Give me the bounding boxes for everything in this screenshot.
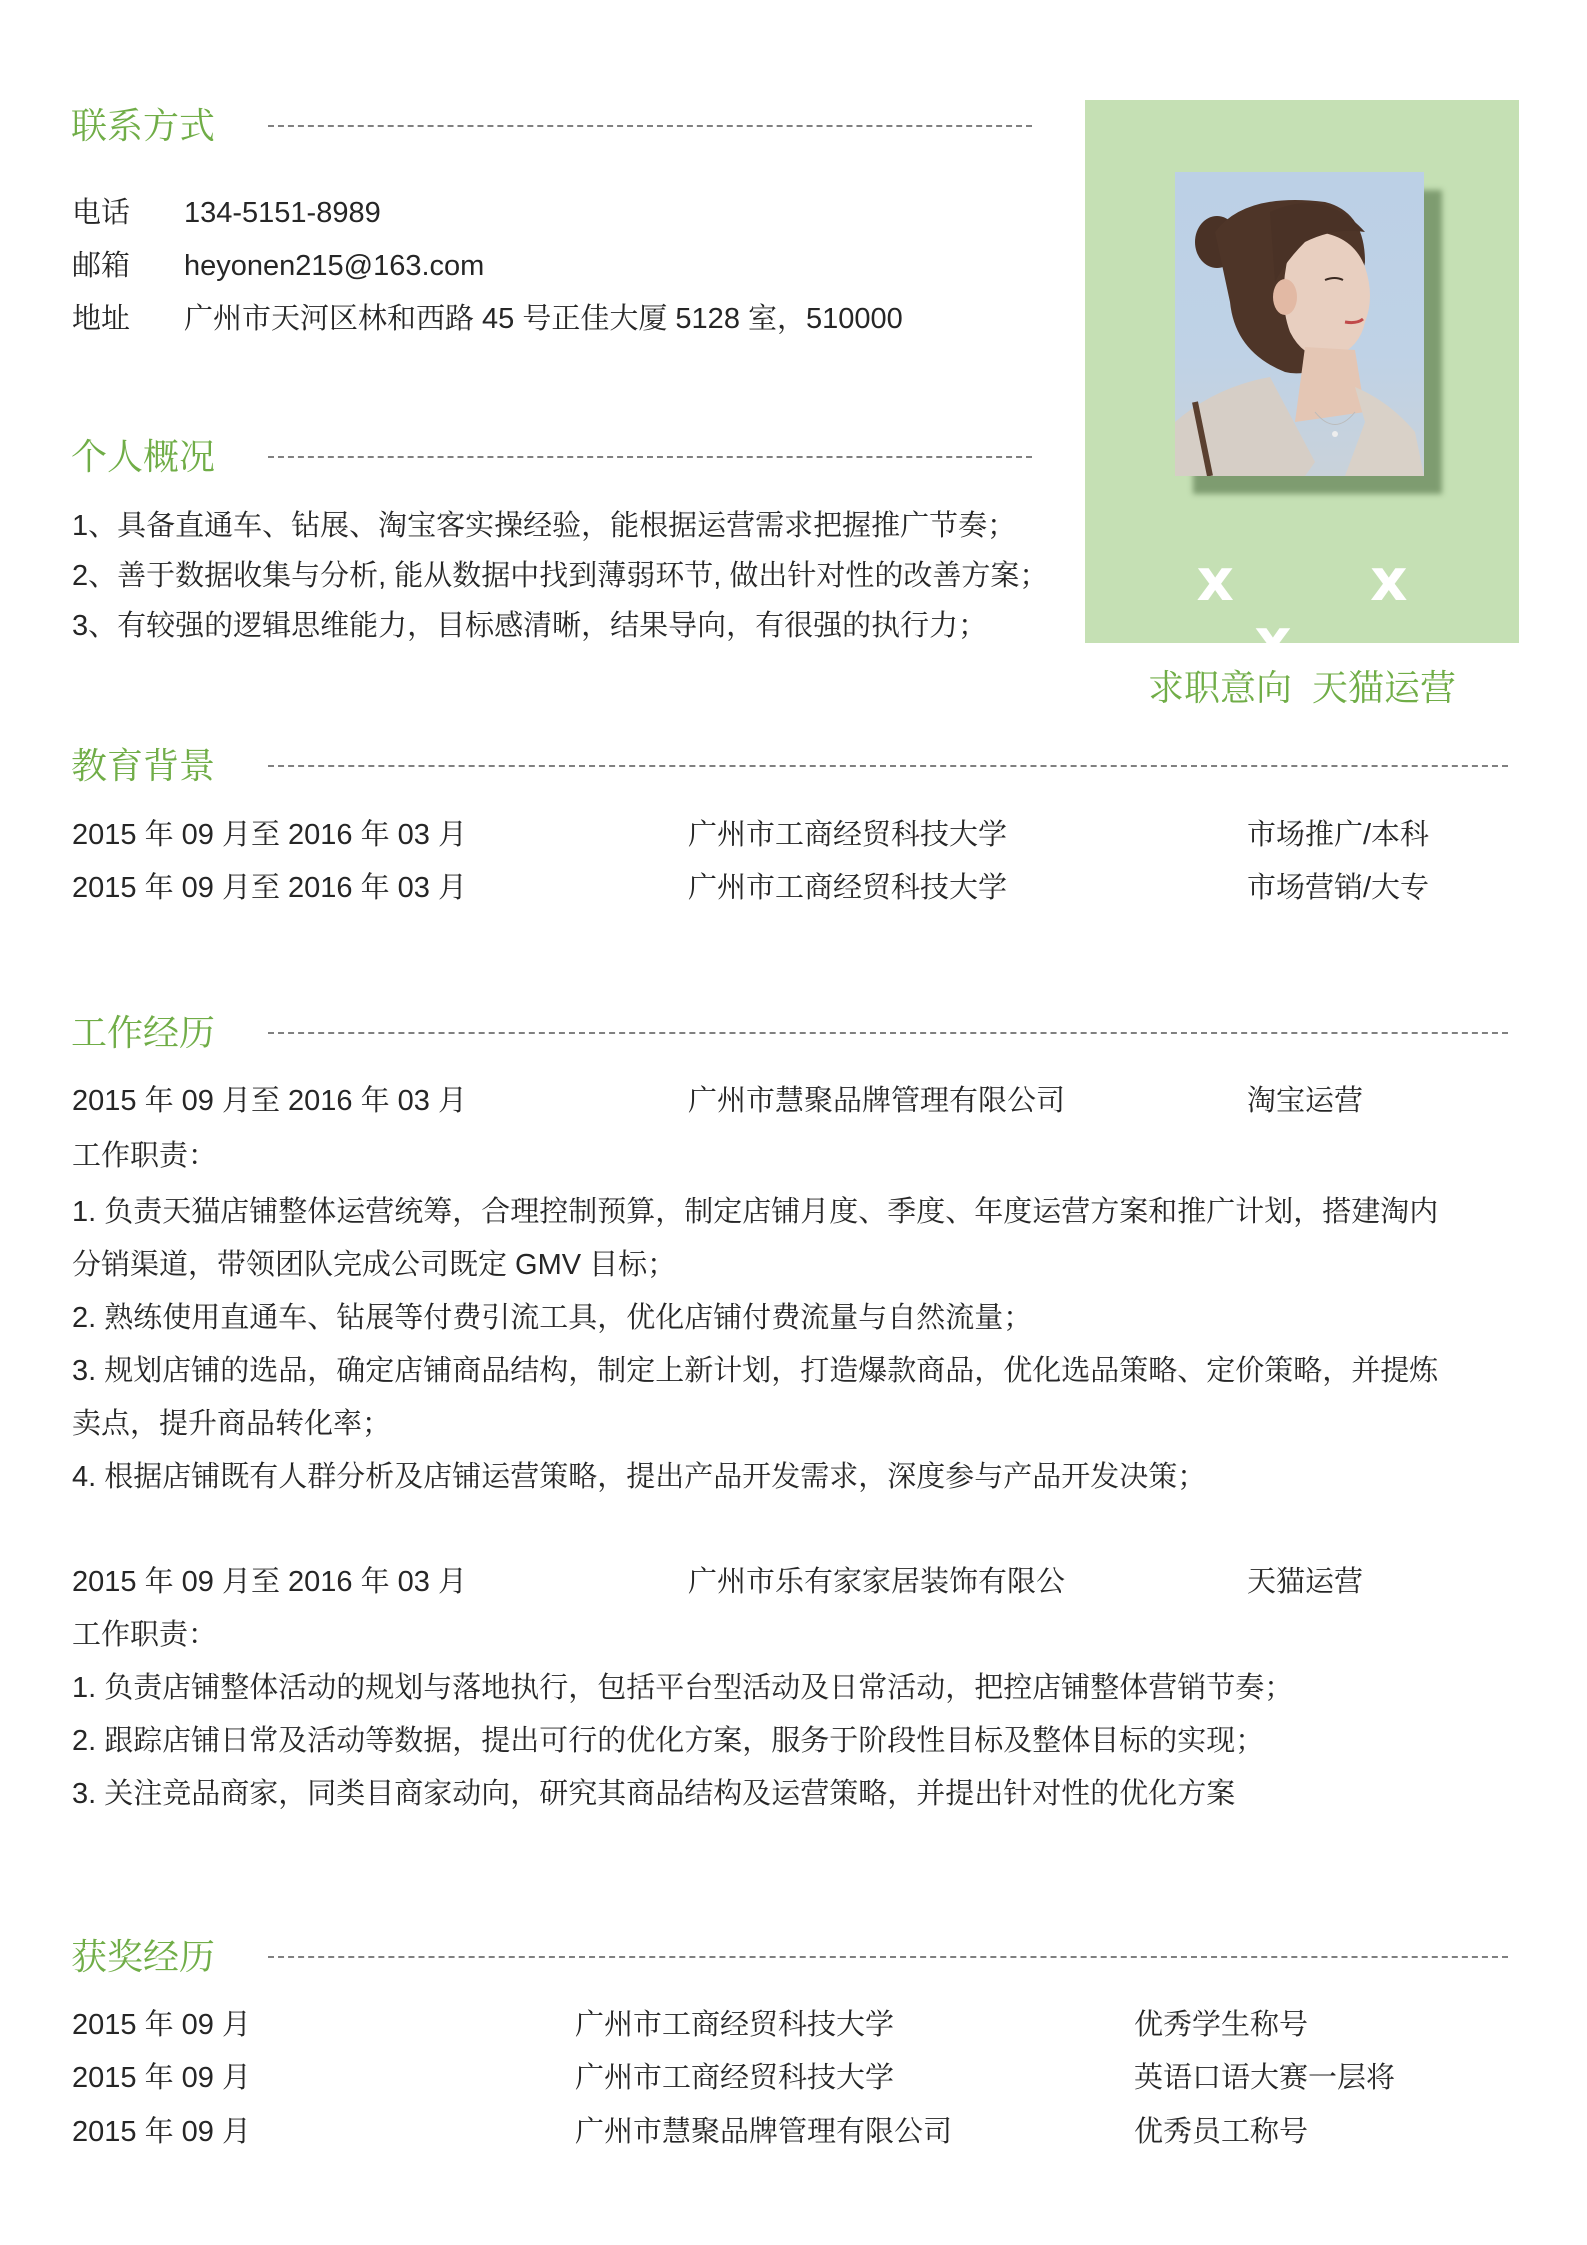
job-duty-line: 卖点，提升商品转化率； xyxy=(72,1408,392,1440)
contact-label-address: 地址 xyxy=(72,303,131,335)
contact-value-email[interactable]: heyonen215@163.com xyxy=(184,250,485,282)
section-divider xyxy=(268,1956,1508,1958)
job-duty-line: 分销渠道，带领团队完成公司既定 GMV 目标； xyxy=(72,1249,677,1281)
job-company: 广州市慧聚品牌管理有限公司 xyxy=(688,1085,1066,1117)
summary-item: 1、具备直通车、钻展、淘宝客实操经验，能根据运营需求把握推广节奏； xyxy=(72,510,1017,542)
section-title-education: 教育背景 xyxy=(71,745,216,786)
candidate-name: x x x xyxy=(1196,546,1466,674)
education-school: 广州市工商经贸科技大学 xyxy=(688,819,1008,851)
summary-item: 3、有较强的逻辑思维能力，目标感清晰，结果导向，有很强的执行力； xyxy=(72,610,988,642)
section-title-awards: 获奖经历 xyxy=(71,1936,216,1977)
job-duty-line: 3. 规划店铺的选品，确定店铺商品结构，制定上新计划，打造爆款商品，优化选品策略、定价策略，并提炼 xyxy=(72,1355,1439,1387)
job-intent-value: 天猫运营 xyxy=(1312,667,1457,708)
job-duty-line: 2. 跟踪店铺日常及活动等数据，提出可行的优化方案，服务于阶段性目标及整体目标的实现； xyxy=(72,1725,1265,1757)
award-name: 优秀员工称号 xyxy=(1134,2116,1309,2148)
contact-value-phone: 134-5151-8989 xyxy=(184,197,381,229)
award-date: 2015 年 09 月 xyxy=(72,2062,251,2094)
job-duty-line: 1. 负责店铺整体活动的规划与落地执行，包括平台型活动及日常活动，把控店铺整体营销节奏； xyxy=(72,1672,1294,1704)
section-divider xyxy=(268,456,1032,458)
profile-panel xyxy=(1085,100,1519,674)
job-duty-line: 1. 负责天猫店铺整体运营统筹，合理控制预算，制定店铺月度、季度、年度运营方案和推广计划，搭建淘内 xyxy=(72,1196,1439,1228)
award-date: 2015 年 09 月 xyxy=(72,2116,251,2148)
job-duty-line: 3. 关注竞品商家，同类目商家动向，研究其商品结构及运营策略，并提出针对性的优化方案 xyxy=(72,1778,1236,1810)
education-major: 市场营销/大专 xyxy=(1247,872,1430,904)
contact-label-phone: 电话 xyxy=(72,197,131,229)
job-duty-line: 4. 根据店铺既有人群分析及店铺运营策略，提出产品开发需求，深度参与产品开发决策； xyxy=(72,1461,1207,1493)
job-duties-label: 工作职责： xyxy=(72,1619,218,1651)
job-intent xyxy=(1085,666,1519,710)
job-duties-label: 工作职责： xyxy=(72,1140,218,1172)
education-period: 2015 年 09 月至 2016 年 03 月 xyxy=(72,872,467,904)
job-duty-line: 2. 熟练使用直通车、钻展等付费引流工具，优化店铺付费流量与自然流量； xyxy=(72,1302,1033,1334)
section-divider xyxy=(268,1032,1508,1034)
section-divider xyxy=(268,765,1508,767)
education-major: 市场推广/本科 xyxy=(1247,819,1430,851)
section-title-summary: 个人概况 xyxy=(71,436,216,477)
contact-label-email: 邮箱 xyxy=(72,250,131,282)
award-date: 2015 年 09 月 xyxy=(72,2009,251,2041)
job-period: 2015 年 09 月至 2016 年 03 月 xyxy=(72,1085,467,1117)
job-company: 广州市乐有家家居装饰有限公 xyxy=(688,1566,1066,1598)
award-org: 广州市慧聚品牌管理有限公司 xyxy=(575,2116,953,2148)
section-title-contact: 联系方式 xyxy=(71,105,216,146)
job-role: 淘宝运营 xyxy=(1247,1085,1364,1117)
summary-item: 2、善于数据收集与分析, 能从数据中找到薄弱环节, 做出针对性的改善方案； xyxy=(72,560,1049,592)
award-org: 广州市工商经贸科技大学 xyxy=(575,2062,895,2094)
education-school: 广州市工商经贸科技大学 xyxy=(688,872,1008,904)
education-period: 2015 年 09 月至 2016 年 03 月 xyxy=(72,819,467,851)
job-intent-label: 求职意向 xyxy=(1147,667,1292,708)
section-title-work: 工作经历 xyxy=(71,1012,216,1053)
award-org: 广州市工商经贸科技大学 xyxy=(575,2009,895,2041)
award-name: 英语口语大赛一层将 xyxy=(1134,2062,1396,2094)
portrait-photo-icon xyxy=(1175,172,1424,476)
contact-value-address: 广州市天河区林和西路 45 号正佳大厦 5128 室，510000 xyxy=(184,303,903,335)
job-period: 2015 年 09 月至 2016 年 03 月 xyxy=(72,1566,467,1598)
job-role: 天猫运营 xyxy=(1247,1566,1364,1598)
award-name: 优秀学生称号 xyxy=(1134,2009,1309,2041)
section-divider xyxy=(268,125,1032,127)
